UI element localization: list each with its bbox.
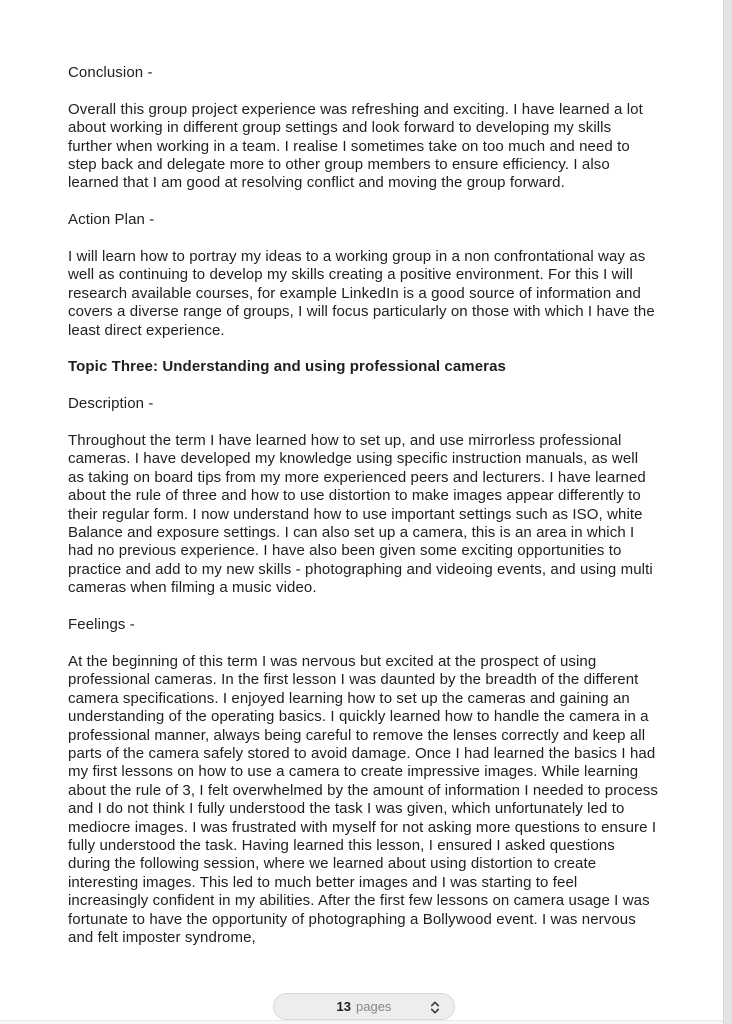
page-count-value: 13 <box>336 999 352 1014</box>
paragraph-description: Throughout the term I have learned how to set up, and use mirrorless professional cameras. I have developed my knowledge using specific instruction manuals, as well as taking on board tips from my more experienced peers and lecturers. I have learned about the rule of three and how to use distortion to make images appear differently to their regular form. I now understand how to use important settings such as ISO, white Balance and exposure settings. I can also set up a camera, this is an area in which I had no previous experience. I have also been given some exciting opportunities to practice and add to my new skills - photographing and videoing events, and using multi cameras when filming a music video. <box>68 432 653 597</box>
paragraph-action-plan: I will learn how to portray my ideas to a working group in a non confrontational way as well as continuing to develop my skills creating a positive environment. For this I will research available courses, for example LinkedIn is a good source of information and covers a diverse range of groups, I will focus particularly on those with which I have the least direct experience. <box>68 248 655 339</box>
chevron-up-down-icon <box>429 1000 441 1015</box>
window-bottom-edge <box>0 1020 723 1024</box>
scrollbar-gutter <box>723 0 732 1024</box>
section-label-conclusion: Conclusion - <box>68 64 153 81</box>
paragraph-conclusion: Overall this group project experience was refreshing and exciting. I have learned a lot about working in different group settings and look forward to developing my skills further when working in a team. I realise I sometimes take on too much and need to step back and delegate more to other group members to ensure efficiency. I also learned that I am good at resolving conflict and moving the group forward. <box>68 100 643 192</box>
topic-heading: Topic Three: Understanding and using professional cameras <box>68 358 507 376</box>
section-label-feelings: Feelings - <box>68 616 135 634</box>
section-label-description: Description - <box>68 395 154 413</box>
paragraph-feelings: At the beginning of this term I was nervous but excited at the prospect of using professional cameras. In the first lesson I was daunted by the breadth of the different camera specifications. I enjoyed learning how to set up the cameras and gaining an understanding of the operating basics. I quickly learned how to handle the camera in a professional manner, always being careful to remove the lenses correctly and keep all parts of the camera safely stored to avoid damage. Once I had learned the basics I had my first lessons on how to use a camera to create impressive images. While learning about the rule of 3, I felt overwhelmed by the amount of information I needed to process and I do not think I fully understood the task I was given, which unfortunately led to mediocre images. I was frustrated with myself for not asking more questions to ensure I fully understood the task. Having learned this lesson, I ensured I asked questions during the following session, where we learned about using distortion to create interesting images. This led to much better images and I was starting to feel increasingly confident in my abilities. After the first few lessons on camera usage I was fortunate to have the opportunity of photographing a Bollywood event. I was nervous and felt imposter syndrome, <box>68 652 658 946</box>
page-count-unit: pages <box>356 999 392 1014</box>
page-count-dropdown[interactable] <box>273 993 455 1020</box>
section-label-action-plan: Action Plan - <box>68 211 155 229</box>
